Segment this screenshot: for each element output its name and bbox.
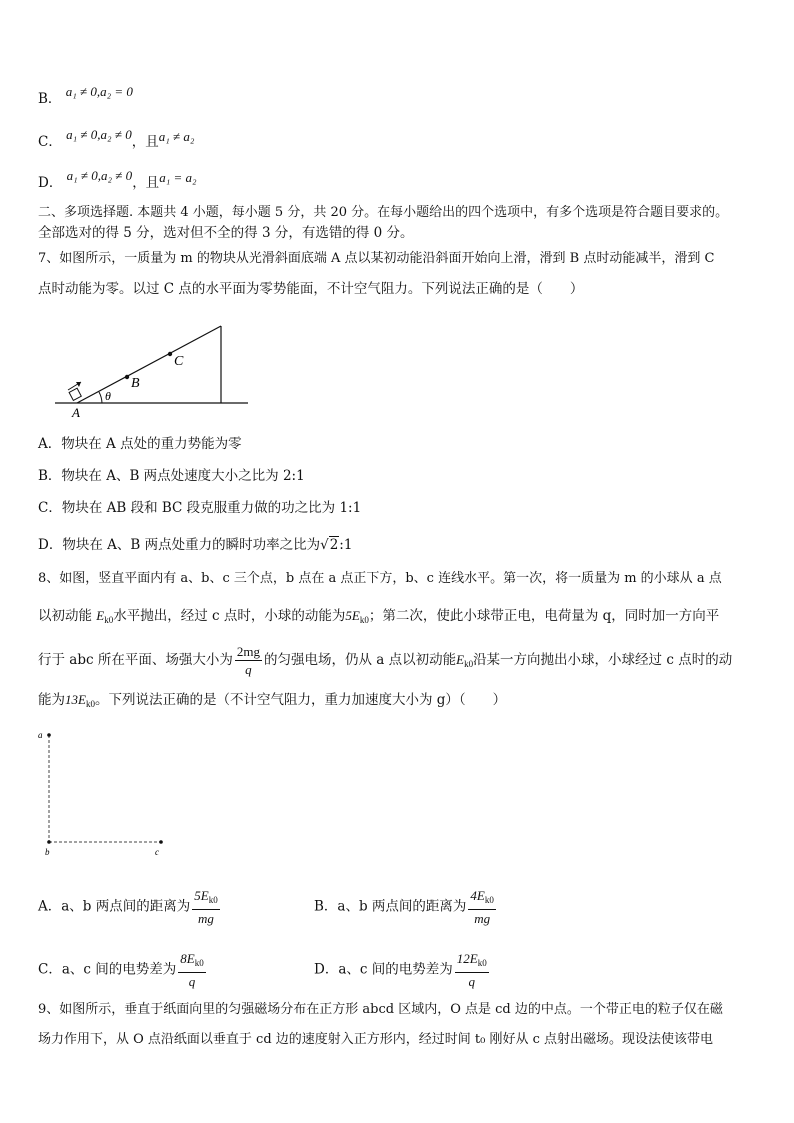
option-text: A．a、b 两点间的距离为 xyxy=(38,898,191,915)
q7-option-b: B．物块在 A、B 两点处速度大小之比为 2:1 xyxy=(38,468,305,484)
option-letter: C． xyxy=(38,134,62,150)
fraction-denominator: q xyxy=(468,974,475,989)
option-b-prev xyxy=(38,84,133,109)
q7-option-d: D．物块在 A、B 两点处重力的瞬时功率之比为√2:1 xyxy=(38,537,353,553)
q8-option-d xyxy=(314,950,491,990)
q7-option-c: C．物块在 AB 段和 BC 段克服重力做的功之比为 1:1 xyxy=(38,500,362,516)
fraction-numerator: $4E_{k0}$ xyxy=(468,887,495,910)
label-b: b xyxy=(45,847,50,857)
fraction-numerator: $8E_{k0}$ xyxy=(178,950,205,973)
option-text: D．a、c 间的电势差为 xyxy=(314,961,453,978)
q7-stem-line1: 7、如图所示，一质量为 m 的物块从光滑斜面底端 A 点以某初动能沿斜面开始向上滑，滑到 B 点时动能减半，滑到 C xyxy=(38,251,715,266)
point-b-dot xyxy=(125,375,129,379)
option-letter: D． xyxy=(38,175,63,191)
text-fragment: 以初动能 xyxy=(38,608,92,624)
fraction-denominator: mg xyxy=(474,911,491,926)
point-a-dot xyxy=(47,733,51,737)
5ek0-symbol: $5E_{k0}$ xyxy=(345,608,369,625)
option-fraction xyxy=(468,887,495,927)
option-fraction xyxy=(192,887,219,927)
fraction-numerator: $5E_{k0}$ xyxy=(192,887,219,910)
option-suffix: ，且 xyxy=(132,175,160,191)
text-fragment: 。下列说法正确的是（不计空气阻力，重力加速度大小为 g）（ ） xyxy=(94,692,507,708)
q7-stem-line2: 点时动能为零。以过 C 点的水平面为零势能面，不计空气阻力。下列说法正确的是（ ） xyxy=(38,281,584,297)
label-a: a xyxy=(38,730,43,740)
slope-line xyxy=(77,326,221,403)
point-c-dot xyxy=(159,840,163,844)
q7-option-d-text: D．物块在 A、B 两点处重力的瞬时功率之比为 xyxy=(38,537,321,553)
label-c: C xyxy=(174,354,184,369)
label-a: A xyxy=(72,405,80,420)
q8-option-c xyxy=(38,950,208,990)
label-b: B xyxy=(131,376,140,391)
text-fragment: 水平抛出，经过 c 点时，小球的动能为 xyxy=(113,608,346,624)
option-letter: B． xyxy=(38,91,62,107)
option-formula: a₁ ≠ 0,a₂ ≠ 0 xyxy=(66,127,132,142)
option-fraction xyxy=(178,950,205,990)
fraction-denominator: q xyxy=(245,662,252,677)
option-suffix: ，且 xyxy=(131,134,159,150)
option-text: B．a、b 两点间的距离为 xyxy=(314,898,467,915)
option-formula: a₁ ≠ 0,a₂ = 0 xyxy=(65,84,133,99)
section-heading: 二、多项选择题. 本题共 4 小题，每小题 5 分，共 20 分。在每小题给出的四个选项中，有多个选项是符合题目要求的。 xyxy=(38,205,729,220)
ek0-symbol: $E_{k0}$ xyxy=(456,652,474,669)
label-c: c xyxy=(155,847,159,857)
q7-option-a: A．物块在 A 点处的重力势能为零 xyxy=(38,436,242,452)
label-theta: θ xyxy=(105,389,111,403)
q9-stem-line2: 场力作用下，从 O 点沿纸面以垂直于 cd 边的速度射入正方形内，经过时间 t₀ 刚好从 c 点射出磁场。现设法使该带电 xyxy=(38,1032,714,1047)
text-fragment: 沿某一方向抛出小球，小球经过 c 点时的动 xyxy=(473,652,733,668)
option-d-prev xyxy=(38,168,197,193)
q8-option-b xyxy=(314,887,498,927)
text-fragment: 能为 xyxy=(38,692,65,708)
block-icon xyxy=(69,388,81,400)
q8-stem-line1: 8、如图，竖直平面内有 a、b、c 三个点，b 点在 a 点正下方，b、c 连线水平。第一次，将一质量为 m 的小球从 a 点 xyxy=(38,571,722,586)
q7-option-d-ratio: :1 xyxy=(339,537,353,553)
point-b-dot xyxy=(47,840,51,844)
q7-incline-figure xyxy=(50,320,255,425)
section-scoring: 全部选对的得 5 分，选对但不全的得 3 分，有选错的得 0 分。 xyxy=(38,225,414,241)
text-fragment: 的匀强电场，仍从 a 点以初动能 xyxy=(263,652,457,668)
ek0-symbol: $E_{k0}$ xyxy=(96,608,114,625)
q8-stem-line2 xyxy=(38,606,719,630)
13ek0-symbol: $13E_{k0}$ xyxy=(65,692,95,709)
fraction-denominator: q xyxy=(188,974,196,989)
fraction-numerator: 2mg xyxy=(236,644,260,659)
text-fragment: 行于 abc 所在平面、场强大小为 xyxy=(38,652,233,668)
field-strength-fraction xyxy=(235,643,262,678)
option-formula: a₁ ≠ 0,a₂ ≠ 0 xyxy=(66,168,133,183)
text-fragment: ；第二次，使此小球带正电，电荷量为 q，同时加一方向平 xyxy=(368,608,720,624)
option-text: C．a、c 间的电势差为 xyxy=(38,961,177,978)
option-formula2: a₁ = a₂ xyxy=(159,170,197,185)
angle-arc xyxy=(99,392,102,403)
option-fraction xyxy=(455,950,489,990)
q8-option-a xyxy=(38,887,222,927)
q8-points-figure xyxy=(36,726,176,861)
fraction-numerator: $12E_{k0}$ xyxy=(455,950,489,973)
option-formula2: a₁ ≠ a₂ xyxy=(158,129,195,144)
sqrt-value: 2 xyxy=(329,537,339,553)
option-c-prev xyxy=(38,127,195,152)
q8-stem-line4 xyxy=(38,690,506,714)
q9-stem-line1: 9、如图所示，垂直于纸面向里的匀强磁场分布在正方形 abcd 区域内，O 点是 cd 边的中点。一个带正电的粒子仅在磁 xyxy=(38,1002,723,1017)
point-c-dot xyxy=(168,352,172,356)
q8-stem-line3 xyxy=(38,643,732,678)
fraction-denominator: mg xyxy=(198,911,214,926)
